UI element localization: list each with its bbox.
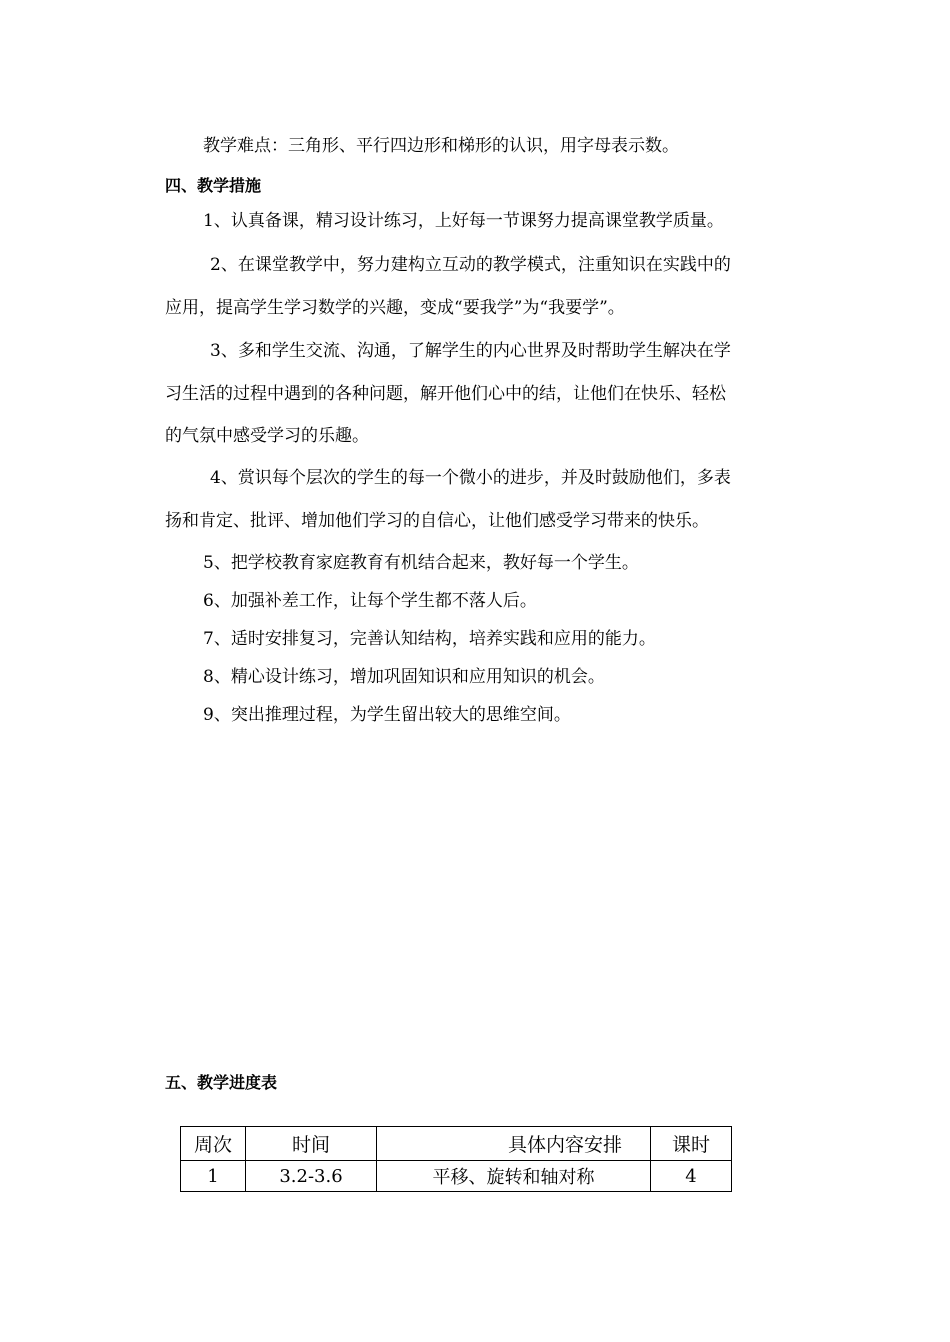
measure-line-7: 4、赏识每个层次的学生的每一个微小的进步，并及时鼓励他们，多表 [210,468,731,488]
schedule-table [180,1126,732,1192]
measure-line-9: 5、把学校教育家庭教育有机结合起来，教好每一个学生。 [203,553,639,573]
measure-line-2: 2、在课堂教学中，努力建构立互动的教学模式，注重知识在实践中的 [210,255,731,275]
measure-line-1: 1、认真备课，精习设计练习，上好每一节课努力提高课堂教学质量。 [203,211,724,231]
section-5-heading: 五、教学进度表 [165,1073,278,1092]
cell-time: 3.2-3.6 [246,1161,377,1192]
cell-hours: 4 [651,1161,732,1192]
header-time: 时间 [246,1127,377,1161]
table-row [181,1161,732,1192]
header-content: 具体内容安排 [377,1127,651,1161]
measure-line-6: 的气氛中感受学习的乐趣。 [165,426,369,446]
measure-line-4: 3、多和学生交流、沟通，了解学生的内心世界及时帮助学生解决在学 [210,341,731,361]
measure-line-10: 6、加强补差工作，让每个学生都不落人后。 [203,591,537,611]
measure-line-8: 扬和肯定、批评、增加他们学习的自信心，让他们感受学习带来的快乐。 [165,511,709,531]
cell-content: 平移、旋转和轴对称 [377,1161,651,1192]
measure-line-3: 应用，提高学生学习数学的兴趣，变成“要我学”为“我要学”。 [165,298,625,318]
cell-week: 1 [181,1161,246,1192]
section-4-heading: 四、教学措施 [165,176,262,195]
header-week: 周次 [181,1127,246,1161]
teaching-difficulty: 教学难点：三角形、平行四边形和梯形的认识，用字母表示数。 [203,136,679,156]
measure-line-12: 8、精心设计练习，增加巩固知识和应用知识的机会。 [203,667,605,687]
measure-line-11: 7、适时安排复习，完善认知结构，培养实践和应用的能力。 [203,629,656,649]
header-hours: 课时 [651,1127,732,1161]
table-header-row [181,1127,732,1161]
measure-line-13: 9、突出推理过程，为学生留出较大的思维空间。 [203,705,571,725]
measure-line-5: 习生活的过程中遇到的各种问题，解开他们心中的结，让他们在快乐、轻松 [165,384,726,404]
